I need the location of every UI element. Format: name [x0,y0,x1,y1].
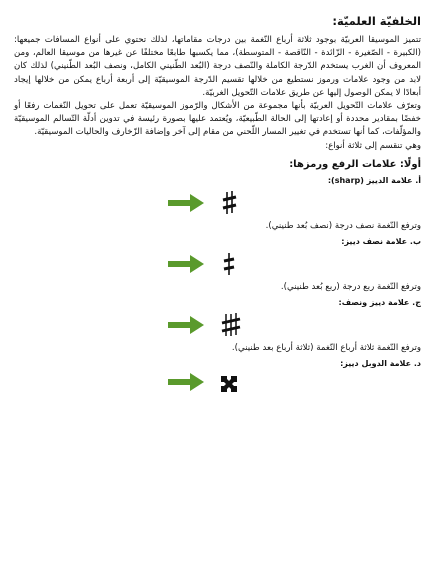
section-heading: الخلفيّة العلميّة: [332,14,421,28]
double-sharp-icon [219,372,239,396]
item-label-sharp: أ. علامة الدييز (sharp): [327,175,421,185]
sharp-icon [219,191,239,215]
item-description: وترفع النّغمة نصف درجة (نصف بُعد طنيني). [265,220,421,231]
arrow-icon [168,254,204,274]
body-text [14,34,421,153]
subsection-title: أولًا: علامات الرفع ورمزها: [289,158,421,170]
paragraph: تتميز الموسيقا العربيّة بوجود ثلاثة أرباع النّغمة بين درجات مقاماتها، لذلك تحتوي على أنواع المسافات جميعها: (الكبيرة - الصّغيرة - الزّائدة - النّاقصة - المتوسطة)، مما يكسبها طابعًا مختلفًا عن غيرها من موسيقا العالم، ومن المعروف أن الغرب يستخدم الدّرجة الكاملة والنّصف درجة (البُعد الطّنيني الكامل، ونصف البُعد الطّنيني) لذلك كان لابد من وجود علامات ورموز نستطيع من خلالها تقسيم الدّرجة الموسيقيّة إلى أربعة أرباع يمكن من خلالها إيجاد أبعادًا لا يمكن الوصول إليها عن طريق علامات التّحويل الغربيّة. [14,35,421,98]
arrow-icon [168,193,204,213]
sharp-and-half-icon [219,313,243,337]
symbol-row [14,185,421,221]
paragraph: وتعرّف علامات التّحويل العربيّة بأنها مجموعة من الأشكال والرّموز الموسيقيّة تعمل على تحويل النّغمات رفعًا أو خفضًا بمقادير محددة أو إعادتها إلى الحالة الطّبيعيّة، ويُعتمد عليها بصورة رئيسة في تدوين أدلّة التّسالم الموسيقيّة والمؤلّفات، كما أنها تستخدم في تغيير المسار اللّحني من مقام إلى آخر وإضافة الزّخارف والحاليات الموسيقيّة. [14,101,421,138]
arrow-icon [168,315,204,335]
item-label-half-sharp: ب. علامة نصف دييز: [341,236,421,246]
symbol-row [14,368,421,404]
item-label-double-sharp: د. علامة الدوبل دييز: [340,358,421,368]
item-label-sharp-and-half: ج. علامة دييز ونصف: [338,297,421,307]
arrow-icon [168,372,204,392]
paragraph: وهي تنقسم إلى ثلاثة أنواع: [325,140,421,151]
symbol-row [14,307,421,343]
item-description: وترفع النّغمة ربع درجة (ربع بُعد طنيني). [280,281,421,292]
half-sharp-icon [219,252,239,276]
symbol-row [14,246,421,282]
item-description: وترفع النّغمة ثلاثة أرباع النّغمة (ثلاثة أرباع بعد طنيني). [231,342,421,353]
